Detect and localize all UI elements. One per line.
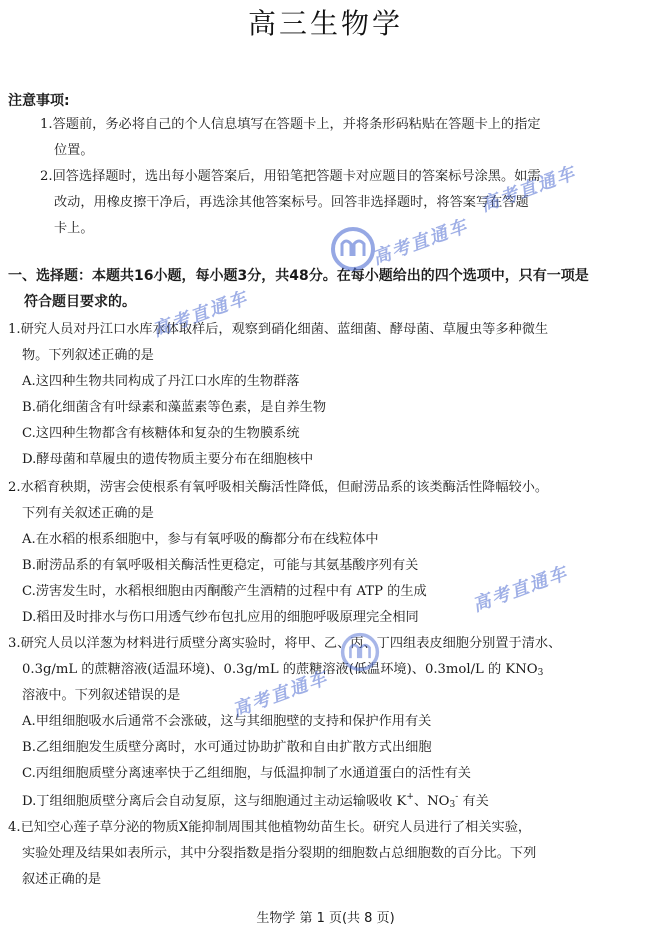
q1-option-c: C.这四种生物都含有核糖体和复杂的生物膜系统 [22, 426, 300, 441]
q3-option-d-sup2: - [455, 792, 459, 802]
notice-line-2: 位置。 [54, 143, 94, 158]
q3-subscript: 3 [537, 668, 544, 678]
q3-stem-line-2-text: 0.3g/mL 的蔗糖溶液(适温环境)、0.3g/mL 的蔗糖溶液(低温环境)、0.3mol/L 的 KNO [22, 662, 538, 677]
q2-stem-line-2: 下列有关叙述正确的是 [22, 506, 154, 521]
q1-option-a: A.这四种生物共同构成了丹江口水库的生物群落 [22, 374, 300, 389]
q2-option-a: A.在水稻的根系细胞中，参与有氧呼吸的酶都分布在线粒体中 [22, 532, 379, 547]
watermark-text-1: 高考直通车 [369, 215, 472, 270]
page-title: 高三生物学 [247, 7, 403, 40]
page-footer: 生物学 第 1 页(共 8 页) [256, 911, 395, 926]
section-heading-line-1: 一、选择题：本题共16小题，每小题3分，共48分。在每小题给出的四个选项中，只有一项是 [8, 268, 589, 284]
q3-option-d-post: 有关 [458, 794, 489, 809]
q3-option-d [22, 793, 489, 810]
q3-option-d-sup1: + [406, 792, 414, 802]
q3-stem-line-2 [22, 663, 543, 678]
notice-heading: 注意事项: [8, 93, 70, 109]
q4-stem-line-1: 4.已知空心莲子草分泌的物质X能抑制周围其他植物幼苗生长。研究人员进行了相关实验， [8, 820, 532, 835]
q3-stem-line-3: 溶液中。下列叙述错误的是 [22, 688, 181, 703]
q3-option-b: B.乙组细胞发生质壁分离时，水可通过协助扩散和自由扩散方式出细胞 [22, 740, 432, 755]
q3-option-d-mid: 、NO [413, 794, 450, 809]
q1-option-b: B.硝化细菌含有叶绿素和藻蓝素等色素，是自养生物 [22, 400, 327, 415]
watermark-logo-icon-2 [340, 632, 380, 672]
q3-option-c: C.丙组细胞质壁分离速率快于乙组细胞，与低温抑制了水通道蛋白的活性有关 [22, 766, 471, 781]
watermark-text-5: 高考直通车 [229, 667, 332, 722]
notice-line-1: 1.答题前，务必将自己的个人信息填写在答题卡上，并将条形码粘贴在答题卡上的指定 [40, 117, 541, 132]
notice-line-4: 改动，用橡皮擦干净后，再选涂其他答案标号。回答非选择题时，将答案写在答题 [54, 195, 529, 210]
watermark-text-4: 高考直通车 [469, 562, 572, 617]
q2-stem-line-1: 2.水稻育秧期，涝害会使根系有氧呼吸相关酶活性降低，但耐涝品系的该类酶活性降幅较小。 [8, 480, 549, 495]
q1-stem-line-2: 物。下列叙述正确的是 [22, 348, 154, 363]
q4-stem-line-2: 实验处理及结果如表所示，其中分裂指数是指分裂期的细胞数占总细胞数的百分比。下列 [22, 846, 537, 861]
q1-option-d: D.酵母菌和草履虫的遗传物质主要分布在细胞核中 [22, 452, 314, 467]
section-heading-line-2: 符合题目要求的。 [24, 294, 136, 310]
q2-option-d: D.稻田及时排水与伤口用透气纱布包扎应用的细胞呼吸原理完全相同 [22, 610, 419, 625]
q2-option-b: B.耐涝品系的有氧呼吸相关酶活性更稳定，可能与其氨基酸序列有关 [22, 558, 419, 573]
q4-stem-line-3: 叙述正确的是 [22, 872, 102, 887]
watermark-text-2: 高考直通车 [477, 162, 580, 217]
q3-option-d-sub: 3 [449, 800, 456, 810]
q2-option-c: C.涝害发生时，水稻根细胞由丙酮酸产生酒精的过程中有 ATP 的生成 [22, 584, 427, 599]
q3-stem-line-1: 3.研究人员以洋葱为材料进行质壁分离实验时，将甲、乙、丙、丁四组表皮细胞分别置于清水、 [8, 636, 562, 651]
watermark-text-3: 高考直通车 [149, 287, 252, 342]
q3-option-a: A.甲组细胞吸水后通常不会涨破，这与其细胞壁的支持和保护作用有关 [22, 714, 432, 729]
q3-option-d-pre: D.丁组细胞质壁分离后会自动复原，这与细胞通过主动运输吸收 K [22, 794, 407, 809]
notice-line-5: 卡上。 [54, 221, 94, 236]
q1-stem-line-1: 1.研究人员对丹江口水库水体取样后，观察到硝化细菌、蓝细菌、酵母菌、草履虫等多种微生 [8, 322, 549, 337]
notice-line-3: 2.回答选择题时，选出每小题答案后，用铅笔把答题卡对应题目的答案标号涂黑。如需 [40, 169, 541, 184]
